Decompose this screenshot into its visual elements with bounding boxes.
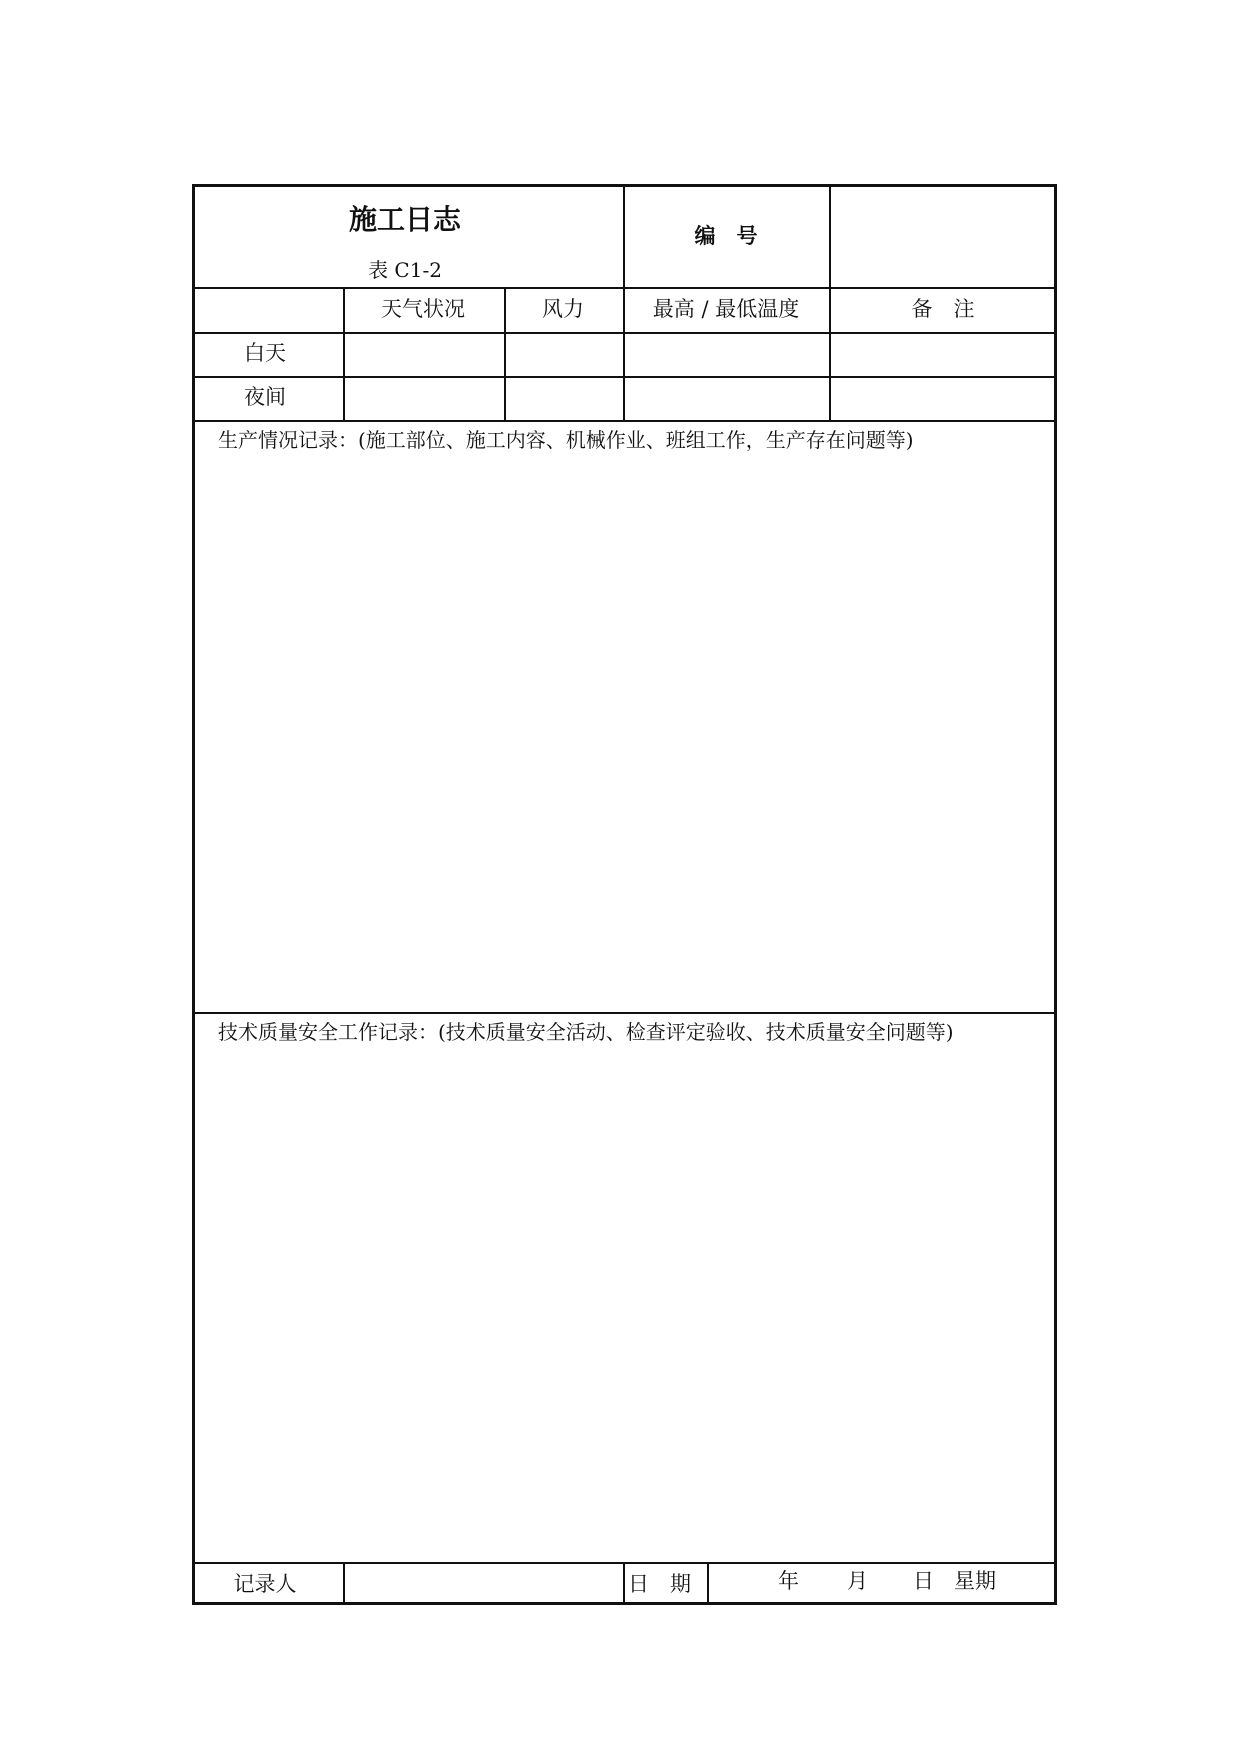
divider (195, 420, 1057, 422)
nighttime-label: 夜间 (244, 385, 286, 409)
date-label: 日 期 (628, 1572, 691, 1596)
daytime-remarks-cell[interactable] (831, 334, 1057, 375)
weather-header-remarks: 备 注 (911, 297, 975, 321)
production-record-label: 生产情况记录：(施工部位、施工内容、机械作业、班组工作，生产存在问题等) (218, 428, 914, 452)
divider (707, 1562, 709, 1605)
date-year-label: 年 (778, 1569, 799, 1593)
daytime-condition-cell[interactable] (345, 334, 503, 375)
weather-header-condition: 天气状况 (381, 297, 465, 321)
production-record-content[interactable] (197, 462, 1055, 1010)
nighttime-remarks-cell[interactable] (831, 378, 1057, 419)
construction-log-form (192, 184, 1057, 1605)
page-title: 施工日志 (348, 203, 462, 236)
technical-record-content[interactable] (197, 1054, 1055, 1560)
nighttime-temperature-cell[interactable] (625, 378, 828, 419)
date-weekday-label: 星期 (954, 1569, 996, 1593)
recorder-field[interactable] (345, 1564, 622, 1604)
technical-record-label: 技术质量安全工作记录：(技术质量安全活动、检查评定验收、技术质量安全问题等) (218, 1020, 954, 1044)
weather-header-temperature: 最高 / 最低温度 (652, 297, 800, 321)
divider (195, 1012, 1057, 1014)
date-month-label: 月 (847, 1569, 868, 1593)
recorder-label: 记录人 (233, 1572, 297, 1596)
nighttime-condition-cell[interactable] (345, 378, 503, 419)
daytime-wind-cell[interactable] (506, 334, 622, 375)
number-label: 编 号 (694, 224, 758, 248)
daytime-temperature-cell[interactable] (625, 334, 828, 375)
daytime-label: 白天 (244, 341, 286, 365)
divider (623, 1562, 625, 1605)
weather-header-wind: 风力 (542, 297, 584, 321)
form-code: 表 C1-2 (368, 258, 442, 282)
divider (195, 287, 1057, 289)
nighttime-wind-cell[interactable] (506, 378, 622, 419)
number-field[interactable] (831, 187, 1057, 286)
date-day-label: 日 (913, 1569, 934, 1593)
divider (195, 1562, 1057, 1564)
